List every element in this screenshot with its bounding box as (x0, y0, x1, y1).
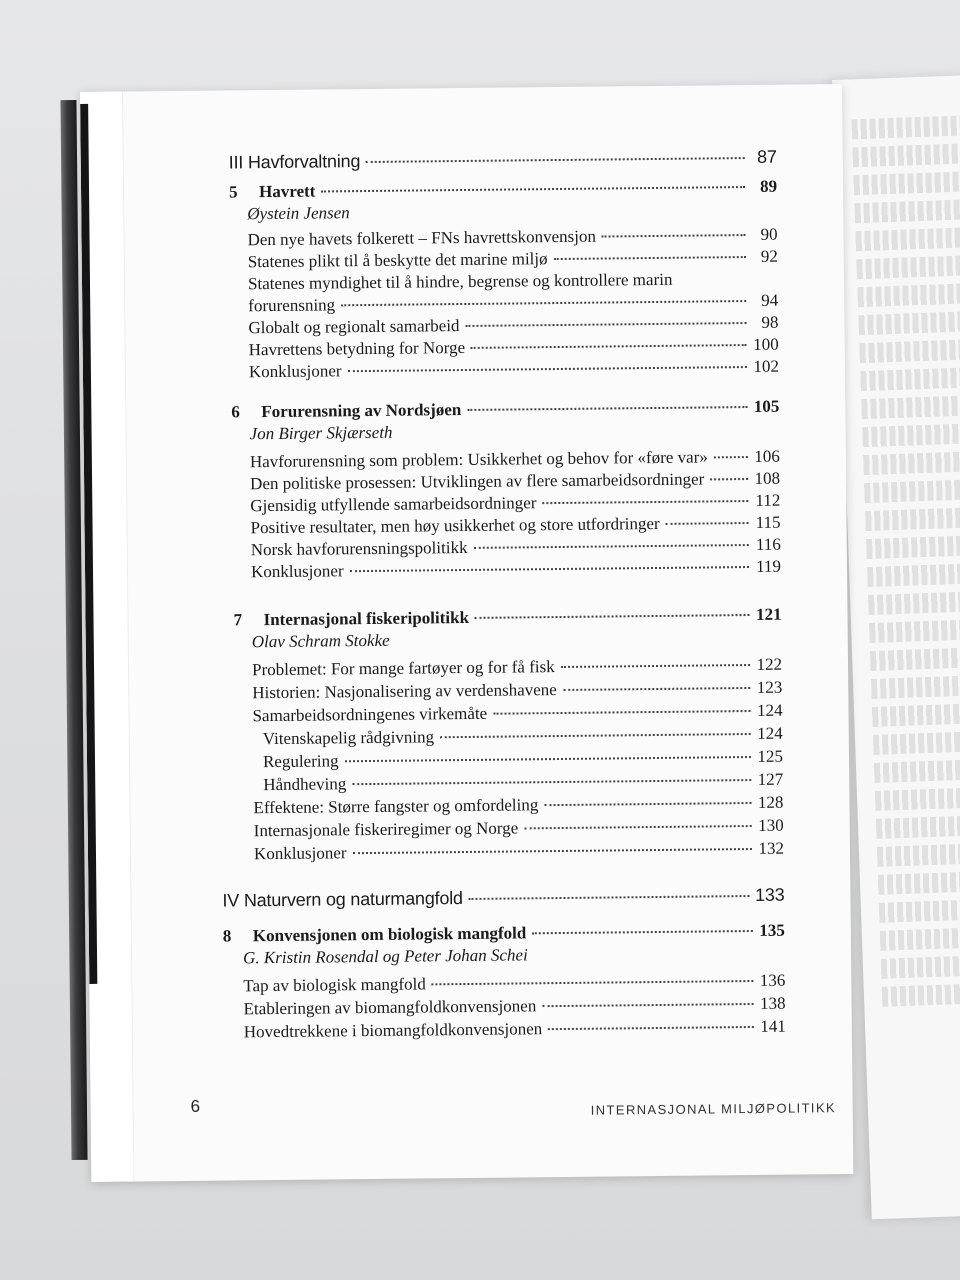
part-title: III Havforvaltning (228, 151, 361, 173)
running-head: INTERNASJONAL MILJØPOLITIKK (590, 1100, 837, 1118)
toc-entry[interactable] (248, 269, 778, 295)
leader-dots (524, 825, 751, 829)
book-page (80, 84, 853, 1182)
page-number: 124 (757, 723, 783, 743)
leader-dots (465, 322, 746, 327)
toc-part-3[interactable] (229, 147, 777, 174)
toc-entry[interactable] (251, 557, 781, 583)
chapter-title: Internasjonal fiskeripolitikk (263, 607, 470, 630)
page-number: 130 (758, 815, 784, 835)
toc-entry[interactable] (250, 447, 780, 473)
leader-dots (602, 234, 746, 238)
entry-label: Problemet: For mange fartøyer og for få fisk (251, 657, 555, 680)
toc-entry[interactable] (252, 655, 782, 681)
entry-label: Etableringen av biomangfoldkonvensjonen (243, 996, 537, 1019)
leader-dots (347, 366, 746, 372)
part-title: IV Naturvern og naturmangfold (222, 888, 463, 911)
chapter-author: G. Kristin Rosendal og Peter Johan Schei (242, 945, 528, 968)
leader-dots (554, 256, 746, 260)
chapter-author: Jon Birger Skjærseth (249, 422, 393, 444)
page-number: 123 (756, 677, 783, 697)
toc-entry[interactable] (251, 535, 781, 561)
leader-dots (548, 1026, 754, 1030)
leader-dots (440, 733, 751, 738)
leader-dots (350, 566, 749, 572)
facing-page-text (851, 113, 960, 1015)
page-number: 98 (761, 312, 779, 332)
leader-dots (542, 1003, 753, 1007)
entry-label: Hovedtrekkene i biomangfoldkonvensjonen (243, 1019, 543, 1042)
entry-label: forurensning (248, 295, 336, 316)
page-number: 127 (757, 769, 784, 789)
page-number: 119 (756, 556, 782, 576)
entry-label: Konklusjoner (248, 361, 342, 382)
toc-subentry[interactable] (263, 724, 783, 749)
leader-dots (353, 848, 752, 854)
leader-dots (321, 186, 745, 192)
entry-label: Samarbeidsordningenes virkemåte (252, 703, 488, 726)
chapter-title: Havrett (258, 181, 316, 202)
page-number: 108 (754, 468, 781, 488)
leader-dots (352, 779, 751, 785)
toc-entry[interactable] (248, 313, 778, 339)
page-number: 92 (760, 246, 778, 266)
entry-label: Globalt og regionalt samarbeid (248, 316, 460, 338)
leader-dots (467, 406, 747, 411)
leader-dots (432, 980, 754, 985)
chapter-number: 8 (222, 926, 232, 946)
page-number: 141 (760, 1016, 786, 1036)
entry-label: Historien: Nasjonalisering av verdenshavene (252, 680, 557, 703)
entry-label: Effektene: Større fangster og omfordeling (253, 795, 539, 818)
page-number: 115 (755, 512, 781, 532)
page-number: 125 (757, 746, 784, 766)
toc-entry[interactable] (249, 335, 779, 361)
page-number: 87 (756, 146, 777, 167)
toc-entry[interactable] (249, 357, 779, 383)
toc-entry[interactable] (244, 994, 786, 1020)
toc-chapter-5[interactable] (229, 177, 777, 203)
entry-label: Vitenskapelig rådgivning (262, 727, 435, 749)
toc-entry[interactable] (247, 225, 777, 251)
page-number: 124 (756, 700, 783, 720)
entry-label: Statenes myndighet til å hindre, begrense og kontrollere marin (247, 269, 673, 294)
leader-dots (561, 664, 750, 668)
entry-label: Gjensidig utfyllende samarbeidsordninger (250, 493, 537, 516)
entry-label: Statenes plikt til å beskytte det marine miljø (247, 249, 548, 272)
entry-label: Havforurensning som problem: Usikkerhet og behov for «føre var» (249, 447, 708, 472)
entry-label: Den nye havets folkerett – FNs havrettskonvensjon (247, 226, 597, 250)
page-number: 136 (759, 970, 786, 990)
toc-entry[interactable] (254, 839, 784, 865)
toc-entry[interactable] (253, 793, 783, 819)
leader-dots (532, 930, 753, 934)
entry-label: Tap av biologisk mangfold (243, 974, 426, 996)
toc-entry[interactable] (250, 469, 780, 495)
entry-label: Den politiske prosessen: Utviklingen av flere samarbeidsordninger (250, 469, 705, 494)
page-number: 116 (755, 534, 781, 554)
page-number: 135 (759, 920, 785, 940)
leader-dots (493, 710, 750, 715)
page-number: 121 (755, 604, 782, 624)
entry-label: Positive resultater, men høy usikkerhet og store utfordringer (250, 513, 660, 538)
page-number: 94 (761, 290, 779, 310)
chapter-number: 5 (228, 182, 238, 202)
toc-chapter-6[interactable] (231, 397, 779, 423)
toc-subentry[interactable] (263, 770, 783, 795)
page-number: 89 (759, 176, 778, 196)
leader-dots (341, 300, 746, 306)
entry-label: Regulering (262, 751, 339, 772)
leader-dots (542, 500, 748, 504)
toc-entry[interactable] (244, 1017, 786, 1043)
entry-label: Konklusjoner (253, 843, 347, 864)
chapter-author: Olav Schram Stokke (251, 630, 390, 652)
toc-entry[interactable] (250, 491, 780, 517)
toc-part-4[interactable] (222, 885, 784, 912)
toc-entry[interactable] (248, 291, 778, 317)
leader-dots (471, 344, 747, 349)
leader-dots (345, 756, 751, 762)
toc-entry[interactable] (252, 678, 782, 704)
page-number: 128 (757, 792, 784, 812)
leader-dots (475, 614, 750, 619)
entry-label: Internasjonale fiskeriregimer og Norge (253, 818, 519, 841)
leader-dots (666, 522, 749, 525)
toc-entry[interactable] (252, 701, 782, 727)
chapter-number: 6 (231, 402, 240, 422)
toc-chapter-7[interactable] (233, 605, 781, 631)
toc-entry[interactable] (250, 513, 780, 539)
page-number: 102 (753, 356, 780, 376)
page-number: 112 (755, 490, 781, 510)
page-number: 122 (756, 654, 783, 674)
leader-dots (366, 157, 745, 163)
entry-label: Norsk havforurensningspolitikk (250, 537, 468, 560)
page-number: 133 (754, 884, 785, 905)
leader-dots (710, 478, 748, 480)
page-number: 105 (753, 396, 780, 416)
page-number: 106 (754, 446, 780, 466)
toc-entry[interactable] (248, 247, 778, 273)
chapter-title: Konvensjonen om biologisk mangfold (252, 923, 527, 946)
leader-dots (563, 687, 751, 691)
page-number-folio: 6 (190, 1096, 201, 1116)
page-number: 100 (753, 334, 779, 354)
leader-dots (469, 895, 749, 900)
leader-dots (474, 544, 749, 549)
page-edge (80, 92, 134, 1182)
page-number: 90 (760, 224, 778, 244)
chapter-title: Forurensning av Nordsjøen (261, 400, 462, 422)
toc-chapter-8[interactable] (223, 921, 785, 947)
entry-label: Havrettens betydning for Norge (248, 337, 466, 360)
leader-dots (714, 456, 748, 458)
entry-label: Håndheving (263, 774, 347, 795)
page-number: 132 (758, 838, 785, 858)
page-number: 138 (759, 993, 786, 1013)
toc-subentry[interactable] (263, 747, 783, 772)
leader-dots (544, 802, 751, 806)
entry-label: Konklusjoner (250, 561, 344, 582)
chapter-number: 7 (233, 610, 243, 630)
chapter-author: Øystein Jensen (247, 203, 350, 224)
toc-entry[interactable] (243, 971, 785, 997)
toc-entry[interactable] (254, 816, 784, 842)
